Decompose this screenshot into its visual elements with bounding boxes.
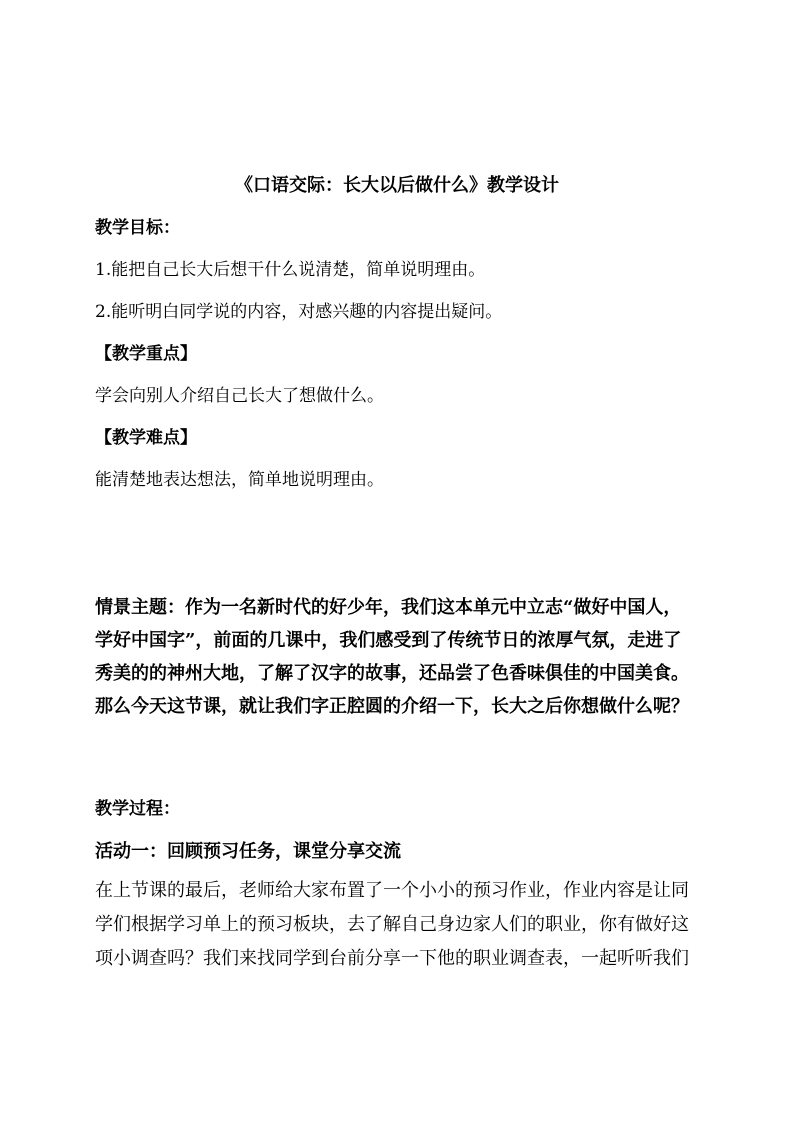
activity-1-paragraph [95, 874, 725, 976]
key-point-heading: 【教学重点】 [95, 344, 197, 364]
difficulty-heading: 【教学难点】 [95, 428, 197, 448]
difficulty-text: 能清楚地表达想法，简单地说明理由。 [95, 470, 384, 490]
objective-item-1: 1.能把自己长大后想干什么说清楚，简单说明理由。 [95, 260, 486, 280]
activity-1-heading: 活动一：回顾预习任务，课堂分享交流 [95, 841, 401, 862]
scene-theme-line: 秀美的的神州大地，了解了汉字的故事，还品尝了色香味俱佳的中国美食。 [95, 663, 689, 684]
document-title: 《口语交际：长大以后做什么》教学设计 [235, 175, 559, 196]
objectives-heading: 教学目标： [95, 218, 180, 238]
scene-theme-line: 那么今天这节课，就让我们字正腔圆的介绍一下，长大之后你想做什么呢？ [95, 696, 689, 717]
scene-theme-line: 情景主题：作为一名新时代的好少年，我们这本单元中立志“做好中国人， [95, 597, 682, 618]
activity-1-line: 项小调查吗？我们来找同学到台前分享一下他的职业调查表，一起听听我们 [95, 948, 689, 969]
activity-1-line: 在上节课的最后，老师给大家布置了一个小小的预习作业，作业内容是让同 [95, 880, 689, 901]
scene-theme-line: 学好中国字”，前面的几课中，我们感受到了传统节日的浓厚气氛，走进了 [95, 630, 682, 651]
process-heading: 教学过程： [95, 799, 180, 819]
scene-theme-paragraph [95, 592, 715, 724]
activity-1-line: 学们根据学习单上的预习板块，去了解自己身边家人们的职业，你有做好这 [95, 914, 689, 935]
key-point-text: 学会向别人介绍自己长大了想做什么。 [95, 386, 384, 406]
objective-item-2: 2.能听明白同学说的内容，对感兴趣的内容提出疑问。 [95, 302, 503, 322]
